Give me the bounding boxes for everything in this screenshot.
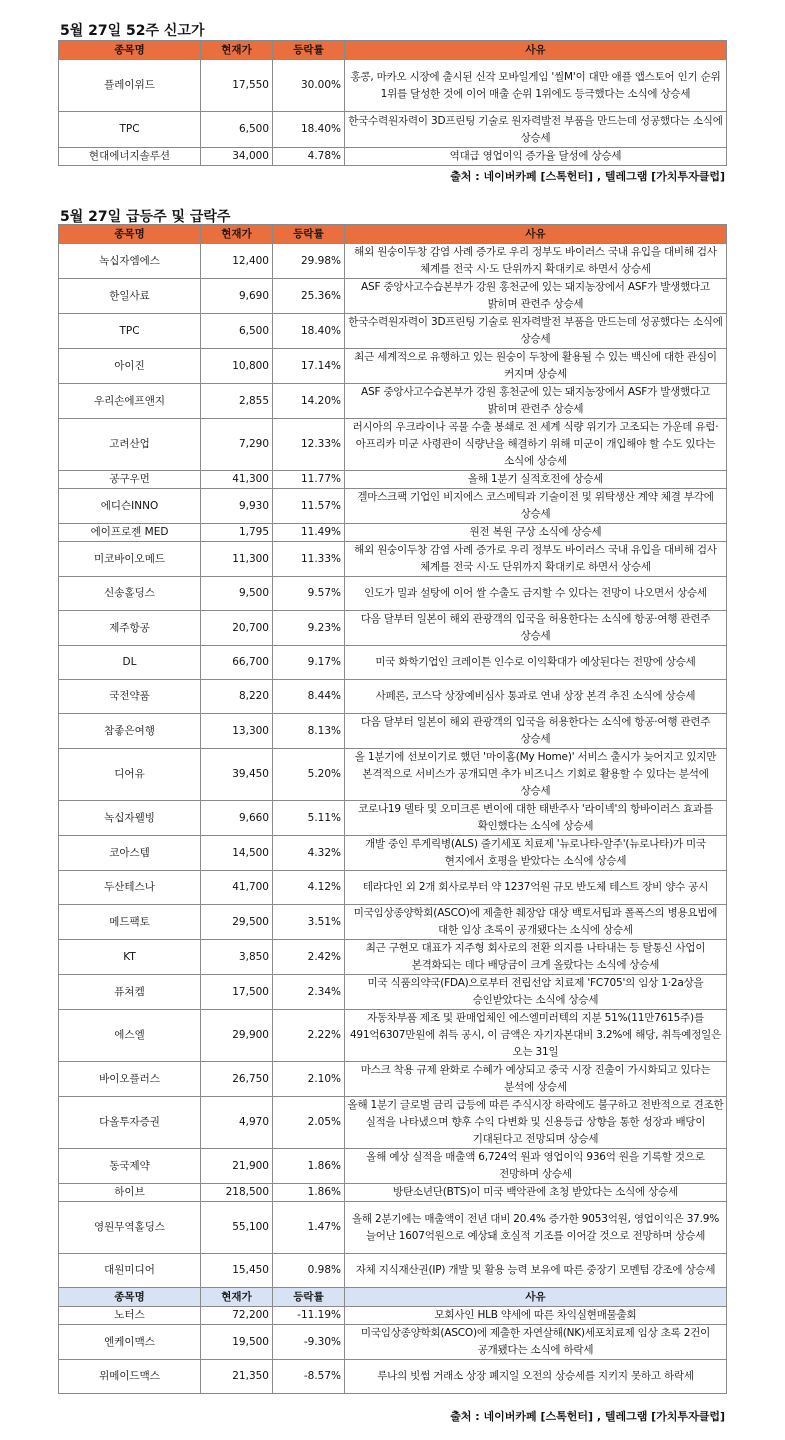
- change-rate: 8.13%: [273, 714, 345, 749]
- reason-text: 루나의 빗썸 거래소 상장 폐지일 오전의 상승세를 지키지 못하고 하락세: [345, 1360, 727, 1394]
- change-rate: 4.12%: [273, 871, 345, 905]
- change-rate: 4.32%: [273, 836, 345, 871]
- change-rate: 29.98%: [273, 244, 345, 279]
- current-price: 9,660: [201, 801, 273, 836]
- table-header-row: [59, 225, 727, 244]
- reason-text: 다음 달부터 일본이 해외 관광객의 입국을 허용한다는 소식에 항공·여행 관련주 상승세: [345, 611, 727, 646]
- current-price: 41,700: [201, 871, 273, 905]
- table-row: [59, 1062, 727, 1097]
- reason-text: 사페론, 코스닥 상장예비심사 통과로 연내 상장 본격 추진 소식에 상승세: [345, 680, 727, 714]
- current-price: 39,450: [201, 749, 273, 801]
- change-rate: 5.20%: [273, 749, 345, 801]
- current-price: 9,500: [201, 577, 273, 611]
- change-rate: 4.78%: [273, 148, 345, 166]
- stock-name: 녹십자웰빙: [59, 801, 201, 836]
- table-row: [59, 975, 727, 1010]
- current-price: 34,000: [201, 148, 273, 166]
- table-row: [59, 314, 727, 349]
- movers-table: [58, 224, 727, 1394]
- table-row: [59, 384, 727, 419]
- current-price: 29,900: [201, 1010, 273, 1062]
- stock-name: 영원무역홀딩스: [59, 1202, 201, 1254]
- table-row: [59, 1360, 727, 1394]
- current-price: 8,220: [201, 680, 273, 714]
- reason-text: 한국수력원자력이 3D프린팅 기술로 원자력발전 부품을 만드는데 성공했다는 소식에 상승세: [345, 314, 727, 349]
- change-rate: 5.11%: [273, 801, 345, 836]
- change-rate: 30.00%: [273, 60, 345, 112]
- stock-name: TPC: [59, 314, 201, 349]
- table-row: [59, 1307, 727, 1325]
- reason-text: 미국임상종양학회(ASCO)에 제출한 자연살해(NK)세포치료제 임상 초록 2건이 공개됐다는 소식에 하락세: [345, 1325, 727, 1360]
- reason-text: 코로나19 델타 및 오미크론 변이에 대한 태반주사 '라이넥'의 항바이러스 효과를 확인했다는 소식에 상승세: [345, 801, 727, 836]
- current-price: 21,900: [201, 1149, 273, 1184]
- stock-name: 디어유: [59, 749, 201, 801]
- current-price: 9,690: [201, 279, 273, 314]
- reason-text: 모회사인 HLB 약세에 따른 차익실현매물출회: [345, 1307, 727, 1325]
- stock-name: 우리손에프앤지: [59, 384, 201, 419]
- table-row: [59, 1097, 727, 1149]
- col-header-reason: 사유: [345, 225, 727, 244]
- table-row: [59, 279, 727, 314]
- reason-text: 최근 구현모 대표가 지주형 회사로의 전환 의지를 나타내는 등 탈통신 사업이 본격화되는 데다 배당금이 크게 올랐다는 소식에 상승세: [345, 940, 727, 975]
- current-price: 11,300: [201, 542, 273, 577]
- current-price: 41,300: [201, 471, 273, 489]
- section1-title: 5월 27일 52주 신고가: [60, 23, 205, 39]
- stock-name: 두산테스나: [59, 871, 201, 905]
- reason-text: 자체 지식재산권(IP) 개발 및 활용 능력 보유에 따른 중장기 모멘텀 강조에 상승세: [345, 1254, 727, 1288]
- stock-name: DL: [59, 646, 201, 680]
- reason-text: 개발 중인 루게릭병(ALS) 줄기세포 치료제 '뉴로나타-알주'(뉴로나타)가 미국 현지에서 호평을 받았다는 소식에 상승세: [345, 836, 727, 871]
- table-row: [59, 419, 727, 471]
- change-rate: 2.34%: [273, 975, 345, 1010]
- table-row: [59, 112, 727, 148]
- change-rate: 0.98%: [273, 1254, 345, 1288]
- stock-name: 아이진: [59, 349, 201, 384]
- table-row: [59, 148, 727, 166]
- table-row: [59, 349, 727, 384]
- table-row: [59, 801, 727, 836]
- change-rate: 3.51%: [273, 905, 345, 940]
- reason-text: 올 1분기에 선보이기로 했던 '마이홈(My Home)' 서비스 출시가 늦어지고 있지만 본격적으로 서비스가 공개되면 추가 비즈니스 기회로 활용할 수 있다는 분석에 상승세: [345, 749, 727, 801]
- reason-text: 자동차부품 제조 및 판매업체인 에스엘미러텍의 지분 51%(11만7615주)를 491억6307만원에 취득 공시, 이 금액은 자기자본대비 3.2%에 해당, 취득예정일은 오는 31일: [345, 1010, 727, 1062]
- col-header-price: 현재가: [201, 225, 273, 244]
- reason-text: ASF 중앙사고수습본부가 강원 홍천군에 있는 돼지농장에서 ASF가 발생했다고 밝히며 관련주 상승세: [345, 279, 727, 314]
- table-row: [59, 489, 727, 524]
- stock-name: 위메이드맥스: [59, 1360, 201, 1394]
- col-header-reason: 사유: [345, 41, 727, 60]
- stock-name: 참좋은여행: [59, 714, 201, 749]
- col-header-price: 현재가: [201, 1288, 273, 1307]
- stock-name: 동국제약: [59, 1149, 201, 1184]
- stock-name: 다올투자증권: [59, 1097, 201, 1149]
- change-rate: 14.20%: [273, 384, 345, 419]
- reason-text: 겔마스크팩 기업인 비지에스 코스메틱과 기술이전 및 위탁생산 계약 체결 부각에 상승세: [345, 489, 727, 524]
- stock-name: 바이오플러스: [59, 1062, 201, 1097]
- table-row: [59, 714, 727, 749]
- col-header-name: 종목명: [59, 225, 201, 244]
- stock-name: 하이브: [59, 1184, 201, 1202]
- current-price: 13,300: [201, 714, 273, 749]
- reason-text: 홍콩, 마카오 시장에 출시된 신작 모바일게임 '씰M'이 대만 애플 앱스토어 인기 순위 1위를 달성한 것에 이어 매출 순위 1위에도 등극했다는 소식에 상승세: [345, 60, 727, 112]
- current-price: 20,700: [201, 611, 273, 646]
- stock-name: KT: [59, 940, 201, 975]
- table-row: [59, 1325, 727, 1360]
- reason-text: 방탄소년단(BTS)이 미국 백악관에 초청 받았다는 소식에 상승세: [345, 1184, 727, 1202]
- stock-name: 코아스템: [59, 836, 201, 871]
- stock-name: 메드팩토: [59, 905, 201, 940]
- current-price: 66,700: [201, 646, 273, 680]
- table-row: [59, 871, 727, 905]
- change-rate: 9.17%: [273, 646, 345, 680]
- stock-name: 엔케이맥스: [59, 1325, 201, 1360]
- current-price: 55,100: [201, 1202, 273, 1254]
- change-rate: -9.30%: [273, 1325, 345, 1360]
- change-rate: -11.19%: [273, 1307, 345, 1325]
- reason-text: 해외 원숭이두창 감염 사례 증가로 우리 정부도 바이러스 국내 유입을 대비해 검사 체계를 전국 시·도 단위까지 확대키로 하면서 상승세: [345, 542, 727, 577]
- change-rate: 18.40%: [273, 314, 345, 349]
- table-row: [59, 542, 727, 577]
- change-rate: 2.42%: [273, 940, 345, 975]
- change-rate: 9.57%: [273, 577, 345, 611]
- stock-name: 제주항공: [59, 611, 201, 646]
- stock-name: 에스엘: [59, 1010, 201, 1062]
- table-row: [59, 524, 727, 542]
- current-price: 218,500: [201, 1184, 273, 1202]
- stock-name: 현대에너지솔루션: [59, 148, 201, 166]
- reason-text: 올해 예상 실적을 매출액 6,724억 원과 영업이익 936억 원을 기록할 것으로 전망하며 상승세: [345, 1149, 727, 1184]
- drop-header-row: [59, 1288, 727, 1307]
- current-price: 26,750: [201, 1062, 273, 1097]
- table-row: [59, 646, 727, 680]
- col-header-name: 종목명: [59, 41, 201, 60]
- current-price: 17,550: [201, 60, 273, 112]
- reason-text: 원전 복원 구상 소식에 상승세: [345, 524, 727, 542]
- table-row: [59, 1149, 727, 1184]
- change-rate: 1.86%: [273, 1149, 345, 1184]
- change-rate: 8.44%: [273, 680, 345, 714]
- table-row: [59, 680, 727, 714]
- current-price: 19,500: [201, 1325, 273, 1360]
- stock-name: 에이프로젠 MED: [59, 524, 201, 542]
- stock-name: 노터스: [59, 1307, 201, 1325]
- table-row: [59, 940, 727, 975]
- change-rate: 18.40%: [273, 112, 345, 148]
- change-rate: -8.57%: [273, 1360, 345, 1394]
- current-price: 14,500: [201, 836, 273, 871]
- stock-name: 공구우먼: [59, 471, 201, 489]
- reason-text: 마스크 착용 규제 완화로 수혜가 예상되고 중국 시장 진출이 가시화되고 있다는 분석에 상승세: [345, 1062, 727, 1097]
- current-price: 72,200: [201, 1307, 273, 1325]
- current-price: 6,500: [201, 314, 273, 349]
- table-row: [59, 1010, 727, 1062]
- reason-text: 올해 2분기에는 매출액이 전년 대비 20.4% 증가한 9053억원, 영업이익은 37.9% 늘어난 1607억원으로 예상돼 호실적 기조를 이어갈 것으로 전망하며 상승세: [345, 1202, 727, 1254]
- reason-text: 해외 원숭이두창 감염 사례 증가로 우리 정부도 바이러스 국내 유입을 대비해 검사 체계를 전국 시·도 단위까지 확대키로 하면서 상승세: [345, 244, 727, 279]
- table-row: [59, 60, 727, 112]
- change-rate: 1.47%: [273, 1202, 345, 1254]
- current-price: 12,400: [201, 244, 273, 279]
- table-header-row: [59, 41, 727, 60]
- reason-text: 올해 1분기 글로벌 금리 급등에 따른 주식시장 하락에도 불구하고 전반적으로 견조한 실적을 나타냈으며 향후 수익 다변화 및 신용등급 상향을 통한 성장과 배당이 기대된다고 전망되며 상승세: [345, 1097, 727, 1149]
- change-rate: 2.05%: [273, 1097, 345, 1149]
- source-note-1: 출처 : 네이버카페 [스톡헌터] , 텔레그램 [가치투자클럽]: [450, 170, 725, 183]
- change-rate: 11.57%: [273, 489, 345, 524]
- reason-text: 다음 달부터 일본이 해외 관광객의 입국을 허용한다는 소식에 항공·여행 관련주 상승세: [345, 714, 727, 749]
- stock-name: 한일사료: [59, 279, 201, 314]
- stock-name: 국전약품: [59, 680, 201, 714]
- col-header-change: 등락률: [273, 225, 345, 244]
- reason-text: ASF 중앙사고수습본부가 강원 홍천군에 있는 돼지농장에서 ASF가 발생했다고 밝히며 관련주 상승세: [345, 384, 727, 419]
- current-price: 9,930: [201, 489, 273, 524]
- change-rate: 17.14%: [273, 349, 345, 384]
- reason-text: 미국 화학기업인 크레이튼 인수로 이익확대가 예상된다는 전망에 상승세: [345, 646, 727, 680]
- current-price: 29,500: [201, 905, 273, 940]
- reason-text: 러시아의 우크라이나 곡물 수출 봉쇄로 전 세계 식량 위기가 고조되는 가운데 유럽·아프리카 미군 사령관이 식량난을 해결하기 위해 미군이 개입해야 할 수도 있다는 소식에 상승세: [345, 419, 727, 471]
- table-row: [59, 836, 727, 871]
- table-row: [59, 749, 727, 801]
- stock-name: 미코바이오메드: [59, 542, 201, 577]
- table-row: [59, 244, 727, 279]
- stock-name: 퓨쳐켐: [59, 975, 201, 1010]
- table-row: [59, 1202, 727, 1254]
- stock-name: 플레이위드: [59, 60, 201, 112]
- current-price: 4,970: [201, 1097, 273, 1149]
- change-rate: 25.36%: [273, 279, 345, 314]
- current-price: 7,290: [201, 419, 273, 471]
- stock-name: 대원미디어: [59, 1254, 201, 1288]
- reason-text: 인도가 밀과 설탕에 이어 쌀 수출도 금지할 수 있다는 전망이 나오면서 상승세: [345, 577, 727, 611]
- change-rate: 1.86%: [273, 1184, 345, 1202]
- table-row: [59, 1184, 727, 1202]
- reason-text: 테라다인 외 2개 회사로부터 약 1237억원 규모 반도체 테스트 장비 양수 공시: [345, 871, 727, 905]
- reason-text: 역대급 영업이익 증가율 달성에 상승세: [345, 148, 727, 166]
- change-rate: 11.77%: [273, 471, 345, 489]
- col-header-price: 현재가: [201, 41, 273, 60]
- change-rate: 11.49%: [273, 524, 345, 542]
- current-price: 1,795: [201, 524, 273, 542]
- change-rate: 9.23%: [273, 611, 345, 646]
- reason-text: 올해 1분기 실적호전에 상승세: [345, 471, 727, 489]
- current-price: 17,500: [201, 975, 273, 1010]
- current-price: 6,500: [201, 112, 273, 148]
- table-row: [59, 577, 727, 611]
- current-price: 3,850: [201, 940, 273, 975]
- change-rate: 11.33%: [273, 542, 345, 577]
- table-row: [59, 471, 727, 489]
- reason-text: 한국수력원자력이 3D프린팅 기술로 원자력발전 부품을 만드는데 성공했다는 소식에 상승세: [345, 112, 727, 148]
- stock-name: 에디슨INNO: [59, 489, 201, 524]
- reason-text: 최근 세계적으로 유행하고 있는 원숭이 두창에 활용될 수 있는 백신에 대한 관심이 커지며 상승세: [345, 349, 727, 384]
- reason-text: 미국임상종양학회(ASCO)에 제출한 췌장암 대상 백토서팁과 폴폭스의 병용요법에 대한 임상 초록이 공개됐다는 소식에 상승세: [345, 905, 727, 940]
- current-price: 15,450: [201, 1254, 273, 1288]
- col-header-reason: 사유: [345, 1288, 727, 1307]
- table-row: [59, 905, 727, 940]
- col-header-change: 등락률: [273, 41, 345, 60]
- table-row: [59, 1254, 727, 1288]
- stock-name: 신송홀딩스: [59, 577, 201, 611]
- stock-name: TPC: [59, 112, 201, 148]
- reason-text: 미국 식품의약국(FDA)으로부터 전립선암 치료제 'FC705'의 임상 1·2a상을 승인받았다는 소식에 상승세: [345, 975, 727, 1010]
- col-header-name: 종목명: [59, 1288, 201, 1307]
- change-rate: 12.33%: [273, 419, 345, 471]
- current-price: 21,350: [201, 1360, 273, 1394]
- table-row: [59, 611, 727, 646]
- new-high-table: [58, 40, 727, 166]
- current-price: 2,855: [201, 384, 273, 419]
- change-rate: 2.22%: [273, 1010, 345, 1062]
- change-rate: 2.10%: [273, 1062, 345, 1097]
- source-note-2: 출처 : 네이버카페 [스톡헌터] , 텔레그램 [가치투자클럽]: [450, 1410, 725, 1423]
- stock-name: 녹십자엠에스: [59, 244, 201, 279]
- section2-title: 5월 27일 급등주 및 급락주: [60, 209, 231, 225]
- current-price: 10,800: [201, 349, 273, 384]
- stock-name: 고려산업: [59, 419, 201, 471]
- col-header-change: 등락률: [273, 1288, 345, 1307]
